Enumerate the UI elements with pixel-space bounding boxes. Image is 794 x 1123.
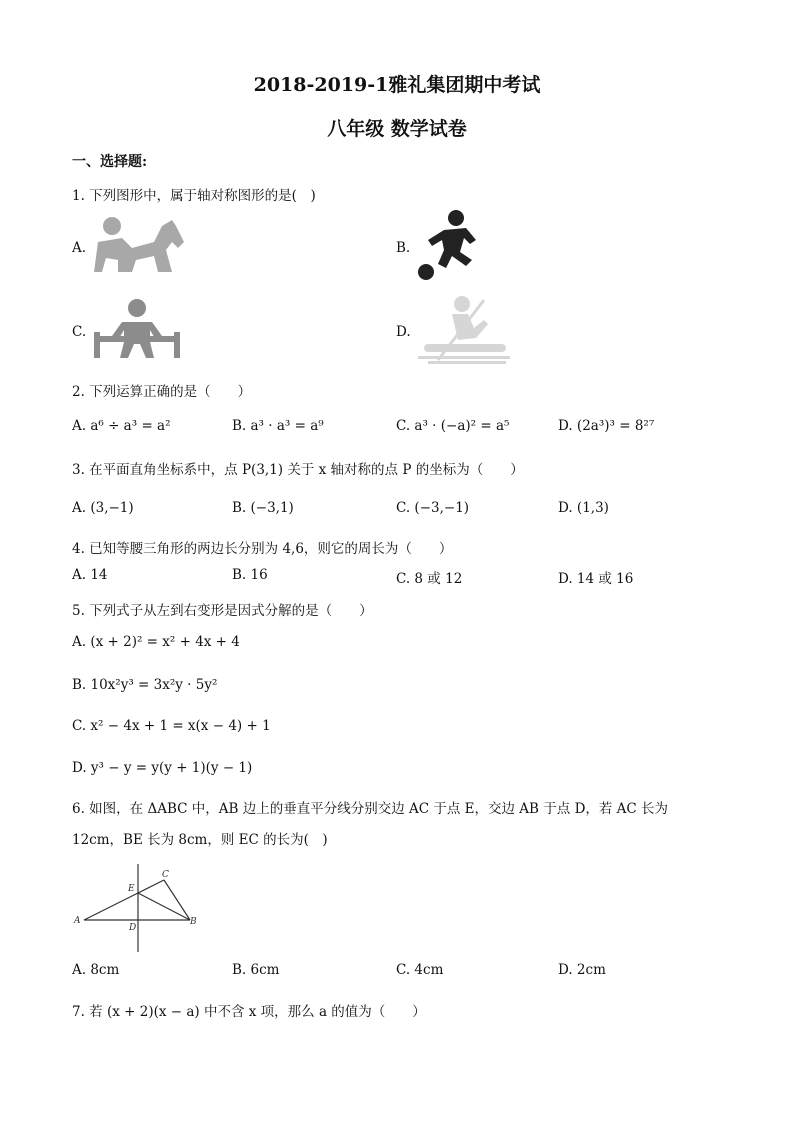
q5-option-d: D. y³ − y = y(y + 1)(y − 1): [72, 760, 253, 776]
weightlifter-icon: [92, 298, 182, 362]
q1-option-a-label: A.: [72, 240, 87, 256]
q2-option-d: D. (2a³)³ = 8²⁷: [558, 418, 655, 434]
label-point-c: C: [162, 870, 169, 880]
question-1-stem: 1. 下列图形中，属于轴对称图形的是( ): [72, 188, 316, 204]
question-4-stem: 4. 已知等腰三角形的两边长分别为 4,6，则它的周长为（ ）: [72, 541, 453, 557]
q2-option-c: C. a³ · (−a)² = a⁵: [396, 418, 510, 434]
q2-option-a: A. a⁶ ÷ a³ = a²: [72, 418, 171, 434]
question-3-stem: 3. 在平面直角坐标系中，点 P(3,1) 关于 x 轴对称的点 P 的坐标为（ ）: [72, 462, 524, 478]
q1-option-b-label: B.: [396, 240, 411, 256]
q6-option-d: D. 2cm: [558, 962, 606, 978]
q4-option-c: C. 8 或 12: [396, 571, 463, 587]
horse-rider-icon: [92, 212, 192, 276]
label-point-d: D: [129, 923, 137, 933]
question-6-stem-line1: 6. 如图，在 ΔABC 中，AB 边上的垂直平分线分别交边 AC 于点 E，交边 AB 于点 D，若 AC 长为: [72, 801, 669, 817]
label-point-a: A: [74, 916, 81, 926]
q4-option-b: B. 16: [232, 567, 268, 583]
q3-option-d: D. (1,3): [558, 500, 609, 516]
label-point-b: B: [190, 917, 197, 927]
section-heading: 一、选择题:: [72, 154, 148, 170]
exam-title: 2018-2019-1雅礼集团期中考试: [253, 74, 541, 96]
q4-option-d: D. 14 或 16: [558, 571, 634, 587]
question-2-stem: 2. 下列运算正确的是（ ）: [72, 384, 252, 400]
q1-option-c-label: C.: [72, 324, 87, 340]
exam-subtitle: 八年级 数学试卷: [327, 118, 467, 140]
question-7-stem: 7. 若 (x + 2)(x − a) 中不含 x 项，那么 a 的值为（ ）: [72, 1004, 426, 1020]
q4-option-a: A. 14: [72, 567, 108, 583]
q3-option-a: A. (3,−1): [72, 500, 134, 516]
q3-option-b: B. (−3,1): [232, 500, 294, 516]
soccer-player-icon: [414, 210, 484, 282]
q6-option-c: C. 4cm: [396, 962, 444, 978]
q6-option-b: B. 6cm: [232, 962, 280, 978]
q5-option-a: A. (x + 2)² = x² + 4x + 4: [72, 634, 240, 650]
q5-option-b: B. 10x²y³ = 3x²y · 5y²: [72, 677, 218, 693]
q1-option-d-label: D.: [396, 324, 411, 340]
triangle-figure: [72, 860, 212, 956]
q3-option-c: C. (−3,−1): [396, 500, 470, 516]
q5-option-c: C. x² − 4x + 1 = x(x − 4) + 1: [72, 718, 271, 734]
label-point-e: E: [128, 884, 135, 894]
question-5-stem: 5. 下列式子从左到右变形是因式分解的是（ ）: [72, 603, 373, 619]
q6-option-a: A. 8cm: [72, 962, 120, 978]
kayaker-icon: [418, 294, 514, 368]
question-6-stem-line2: 12cm，BE 长为 8cm，则 EC 的长为( ): [72, 832, 328, 848]
q2-option-b: B. a³ · a³ = a⁹: [232, 418, 324, 434]
